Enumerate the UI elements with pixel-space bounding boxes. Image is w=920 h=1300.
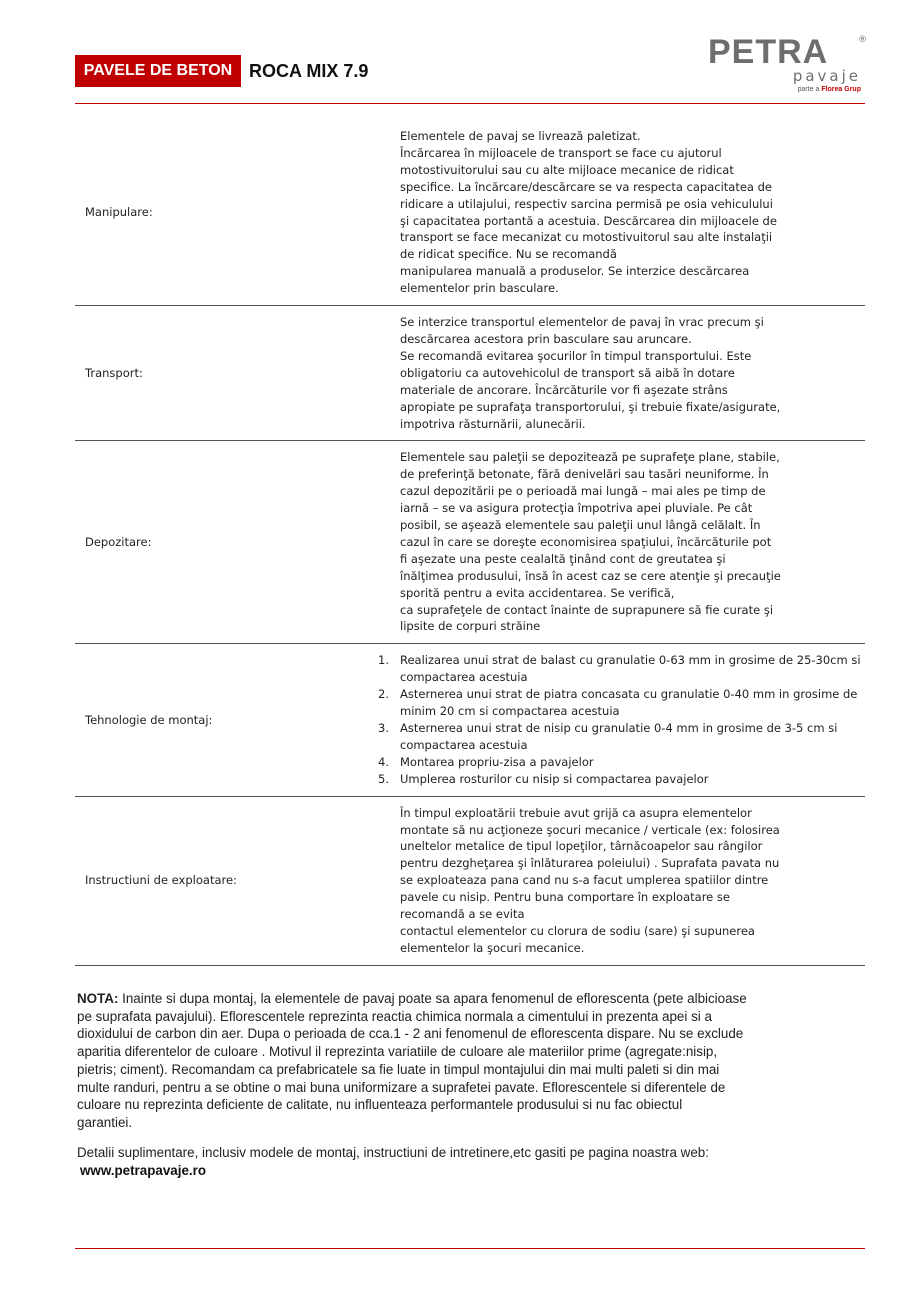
category-badge: PAVELE DE BETON <box>75 55 241 87</box>
petra-pavaje-logo <box>705 33 867 99</box>
list-item <box>378 720 865 754</box>
row-label: Tehnologie de montaj: <box>85 712 213 727</box>
more-info-text: Detalii suplimentare, inclusiv modele de montaj, instructiuni de intretinere,etc gasiti pe pagina noastra web: <box>77 1145 709 1160</box>
row-label: Manipulare: <box>85 205 153 220</box>
row-text: Se interzice transportul elementelor de pavaj în vrac precum şi descărcarea acestora prin basculare sau aruncare. Se recomandă evitarea şocurilor în timpul transportului. Este obligatoriu ca autovehicolul de transport să aibă în dotare materiale de ancorare. Încărcăturile vor fi aşezate strâns apropiate pe suprafaţa transportorului, şi trebuie fixate/asigurate, impotriva răsturnării, alunecării. <box>400 315 781 431</box>
list-item <box>378 652 865 686</box>
note-text: Inainte si dupa montaj, la elementele de pavaj poate sa apara fenomenul de eflorescenta (pete albicioase pe suprafata pavajului). Eflorescentele reprezinta reactia chimica normala a cimentului in prezenta apei si a dioxidului de carbon din aer. Dupa o perioada de cca.1 - 2 ani fenomenul de eflorescenta dispare. Nu se exclude aparitia diferentelor de culoare . Motivul il reprezinta variatiile de culoare ale materiilor prime (agregate:nisip, pietris; ciment). Recomandam ca prefabricatele sa fie luate in timpul montajului din mai multi paleti si din mai multe randuri, pentru a se obtine o mai buna uniformizare a suprafetei pavate. Eflorescentele si diferentele de culoare nu reprezinta deficiente de calitate, nu influenteaza performantele produsului si nu fac obiectul garantiei. <box>77 991 747 1130</box>
logo-group <box>798 86 861 93</box>
handling-table <box>75 120 865 966</box>
row-text: Elementele de pavaj se livrează paletizat. Încărcarea în mijloacele de transport se face cu ajutorul motostivuitorului sau cu alte mijloace mecanice de ridicat specifice. La încărcare/descărcare se va respecta capacitatea de ridicare a utilajului, respectiv sarcina permisă pe osia vehiculului şi capacitatea portantă a acestuia. Descărcarea din mijloacele de transport se face mecanizat cu motostivuitorul sau alte instalaţii de ridicat specifice. Nu se recomandă manipularea manuală a produselor. Se interzice descărcarea elementelor prin basculare. <box>400 129 777 296</box>
website-link[interactable]: www.petrapavaje.ro <box>80 1162 207 1178</box>
list-item <box>378 771 865 788</box>
note-label: NOTA: <box>77 991 119 1006</box>
row-steps <box>378 644 865 796</box>
list-item <box>378 754 865 771</box>
row-label: Transport: <box>85 365 143 380</box>
logo-group-prefix: parte a <box>797 86 820 93</box>
step-number: 1. <box>378 653 389 668</box>
step-number: 2. <box>378 687 389 702</box>
step-text: Realizarea unui strat de balast cu granulatie 0-63 mm in grosime de 25-30cm si compactarea acestuia <box>400 653 861 685</box>
registered-mark: ® <box>858 35 867 45</box>
footer-divider <box>75 1248 865 1249</box>
step-number: 3. <box>378 721 389 735</box>
step-text: Montarea propriu-zisa a pavajelor <box>400 754 594 769</box>
logo-subtitle: pavaje <box>792 67 861 85</box>
header-divider <box>75 103 865 104</box>
row-text: Elementele sau paleţii se depozitează pe suprafeţe plane, stabile, de preferinţă betonate, fără denivelări sau tasări neuniforme. În cazul depozitării pe o perioadă mai lungă – mai ales pe timp de iarnă – se va asigura protecţia împotriva apei pluviale. Pe cât posibil, se aşează elementele sau paleţii unul lângă celălalt. În cazul în care se doreşte economisirea spaţiului, încărcăturile pot fi aşezate una peste cealaltă ţinând cont de greutatea şi înălţimea produsului, însă în acest caz se cere atenţie şi precauţie sporită pentru a evita accidentarea. Se verifică, ca suprafeţele de contact înainte de suprapunere să fie curate şi lipsite de corpuri străine <box>400 450 781 634</box>
table-row <box>75 644 865 796</box>
table-row <box>75 306 865 441</box>
more-info <box>77 1144 709 1179</box>
row-label: Instructiuni de exploatare: <box>85 873 237 888</box>
installation-steps <box>378 652 865 787</box>
step-number: 4. <box>378 754 389 769</box>
logo-word: PETRA <box>708 33 829 71</box>
product-title: ROCA MIX 7.9 <box>249 61 369 81</box>
list-item <box>378 686 865 720</box>
logo-group-name: Florea Grup <box>821 86 861 93</box>
table-row <box>75 441 865 644</box>
table-row <box>75 796 865 965</box>
row-text: În timpul exploatării trebuie avut grijă ca asupra elementelor montate să nu acţioneze şocuri mecanice / verticale (ex: folosirea uneltelor metalice de tipul lopeţilor, târnăcoapelor sau rângilor pentru dezgheţarea şi înlăturarea poleiului) . Suprafata pavata nu se exploateaza pana cand nu s-a facut umplerea spatiilor dintre pavele cu nisip. Pentru buna comportare în exploatare se recomandă a se evita contactul elementelor cu clorura de sodiu (sare) şi supunerea elementelor la şocuri mecanice. <box>400 805 780 955</box>
table-row <box>75 120 865 306</box>
step-text: Asternerea unui strat de piatra concasata cu granulatie 0-40 mm in grosime de minim 20 cm si compactarea acestuia <box>400 687 858 719</box>
step-text: Asternerea unui strat de nisip cu granulatie 0-4 mm in grosime de 3-5 cm si compactarea acestuia <box>400 721 838 752</box>
note-paragraph <box>77 990 867 1132</box>
row-label: Depozitare: <box>85 534 152 549</box>
step-text: Umplerea rosturilor cu nisip si compactarea pavajelor <box>400 771 709 786</box>
step-number: 5. <box>378 771 389 786</box>
